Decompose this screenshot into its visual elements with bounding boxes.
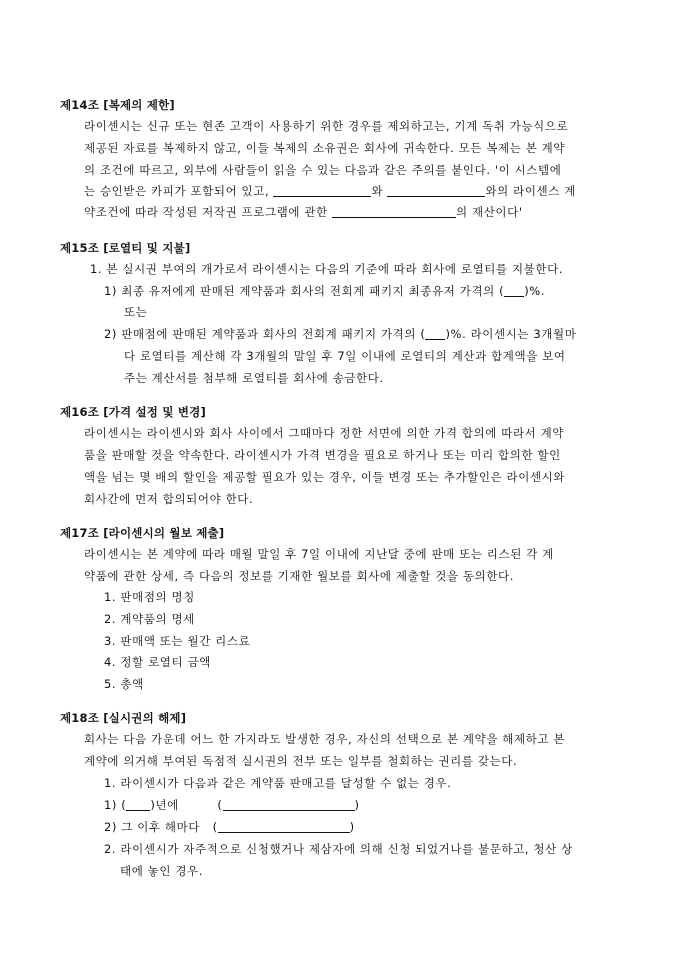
article-15-sub-1-a: 1) 최종 유저에게 판매된 계약품과 회사의 전회계 패키지 최종유저 가격의 ( <box>104 284 505 298</box>
article-17-line-1: 라이센시는 본 계약에 따라 매월 말일 후 7일 이내에 지난달 중에 판매 또는 리스된 각 계 <box>84 547 554 561</box>
article-15-sub-2 <box>104 324 576 344</box>
blank-line <box>273 184 371 197</box>
article-15-sub-2-line-3: 주는 계산서를 첨부해 로열티를 회사에 송금한다. <box>124 371 384 385</box>
article-17-title: 제17조 [라이센시의 월보 제출] <box>60 526 225 540</box>
article-18-item-2-line-2: 태에 놓인 경우. <box>120 864 204 878</box>
article-17-item-3: 3. 판매액 또는 월간 리스료 <box>104 634 251 648</box>
blank-line <box>126 798 150 811</box>
article-16-title: 제16조 [가격 설정 및 변경] <box>60 405 206 419</box>
article-18-sub-1-a: 1) ( <box>104 798 127 812</box>
article-15-sub-2-line-2: 다 로열티를 계산해 각 3개월의 말일 후 7일 이내에 로열티의 계산과 합계액을 보여 <box>124 349 566 363</box>
article-15-title: 제15조 [로열티 및 지불] <box>60 241 191 255</box>
article-16-line-3: 액을 넘는 몇 배의 할인을 제공할 필요가 있는 경우, 이들 변경 또는 추가할인은 라이센시와 <box>84 470 566 484</box>
article-18-sub-1-d: ) <box>354 798 360 812</box>
article-14-line-4-a: 는 승인받은 카피가 포함되어 있고, <box>84 184 270 198</box>
article-18-sub-2 <box>104 817 355 837</box>
article-18-sub-2-b: ( <box>212 820 218 834</box>
article-14-line-5 <box>84 202 523 222</box>
article-14-line-3: 의 조건에 따르고, 외부에 사람들이 읽을 수 있는 다음과 같은 주의를 붙인다. '이 시스템에 <box>84 163 562 177</box>
article-17-item-5: 5. 총액 <box>104 677 144 691</box>
article-15-item-1: 1. 본 실시권 부여의 개가로서 라이센시는 다음의 기준에 따라 회사에 로열티를 지불한다. <box>90 262 564 276</box>
article-15-sub-2-b: )%. 라이센시는 3개월마 <box>445 327 577 341</box>
article-17-item-4: 4. 정할 로열티 금액 <box>104 655 211 669</box>
article-18-item-2: 2. 라이센시가 자주적으로 신청했거나 제삼자에 의해 신청 되었거나를 불문하고, 청산 상 <box>104 842 573 856</box>
blank-line <box>218 820 350 833</box>
article-18-title: 제18조 [실시권의 해제] <box>60 711 187 725</box>
article-14-line-2: 제공된 자료를 복제하지 않고, 이들 복제의 소유권은 회사에 귀속한다. 모든 복제는 본 계약 <box>84 141 566 155</box>
article-14-title: 제14조 [복제의 제한] <box>60 98 175 112</box>
blank-line <box>387 184 485 197</box>
article-14-line-1: 라이센시는 신규 또는 현존 고객이 사용하기 위한 경우를 제외하고는, 기계 독취 가능식으로 <box>84 119 569 133</box>
article-15-sub-1-b: )%. <box>524 284 546 298</box>
blank-line <box>223 798 355 811</box>
article-17-item-2: 2. 계약품의 명세 <box>104 612 195 626</box>
article-18-sub-1 <box>104 795 360 815</box>
article-18-sub-1-b: )년에 <box>150 798 179 812</box>
article-15-sub-2-a: 2) 판매점에 판매된 계약품과 회사의 전회계 패키지 가격의 ( <box>104 327 426 341</box>
article-18-sub-2-a: 2) 그 이후 해마다 <box>104 820 201 834</box>
blank-line <box>425 327 445 340</box>
article-18-item-1: 1. 라이센시가 다음과 같은 계약품 판매고를 달성할 수 없는 경우. <box>104 776 452 790</box>
article-18-line-2: 계약에 의거해 부여된 독점적 실시권의 전부 또는 일부를 철회하는 권리를 갖는다. <box>84 754 518 768</box>
article-16-line-1: 라이센시는 라이센시와 회사 사이에서 그때마다 정한 서면에 의한 가격 합의에 따라서 계약 <box>84 426 565 440</box>
article-14-line-4-b: 와 <box>371 184 384 198</box>
article-14-line-4 <box>84 181 576 201</box>
article-16-line-2: 품을 판매할 것을 약속한다. 라이센시가 가격 변경을 필요로 하거나 또는 미리 합의한 할인 <box>84 448 561 462</box>
article-17-item-1: 1. 판매점의 명칭 <box>104 590 195 604</box>
article-16-line-4: 회사간에 먼저 합의되어야 한다. <box>84 492 254 506</box>
blank-line <box>504 284 524 297</box>
article-18-line-1: 회사는 다음 가운데 어느 한 가지라도 발생한 경우, 자신의 선택으로 본 계약을 해제하고 본 <box>84 732 566 746</box>
article-18-sub-1-c: ( <box>217 798 223 812</box>
article-15-sub-1-or: 또는 <box>124 305 148 319</box>
article-14-line-5-b: 의 재산이다' <box>456 205 523 219</box>
blank-line <box>332 205 456 218</box>
article-18-sub-2-c: ) <box>349 820 355 834</box>
article-14-line-4-c: 와의 라이센스 계 <box>485 184 576 198</box>
article-14-line-5-a: 약조건에 따라 작성된 저작권 프로그램에 관한 <box>84 205 328 219</box>
article-15-sub-1 <box>104 281 545 301</box>
article-17-line-2: 약품에 관한 상세, 즉 다음의 정보를 기재한 월보를 회사에 제출할 것을 동의한다. <box>84 569 515 583</box>
